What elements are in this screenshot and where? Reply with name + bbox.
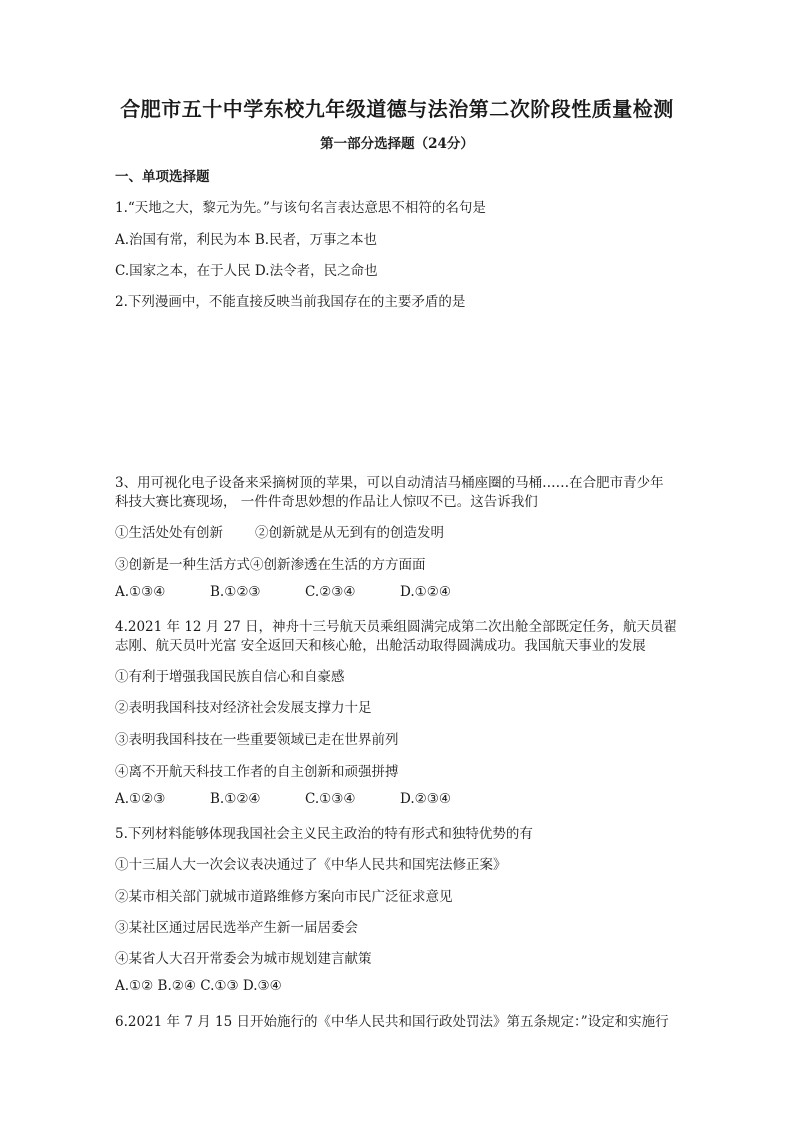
q5-item-4: ④某省人大召开常委会为城市规划建言献策 — [115, 951, 372, 967]
q4-stem-line1: 4.2021 年 12 月 27 日，神舟十三号航天员乘组圆满完成第二次出舱全部既定任务，航天员翟 — [115, 619, 678, 635]
q3-item-1: ①生活处处有创新 — [115, 525, 223, 541]
q4-item-2: ②表明我国科技对经济社会发展支撑力十足 — [115, 700, 372, 716]
q3-item-row1 — [115, 521, 444, 541]
q3-options — [115, 584, 451, 600]
q4-item-1: ①有利于增强我国民族自信心和自豪感 — [115, 669, 345, 685]
q4-options — [115, 791, 451, 807]
q1-stem: 1.“天地之大，黎元为先。”与该句名言表达意思不相符的名句是 — [115, 200, 486, 216]
q2-stem: 2.下列漫画中，不能直接反映当前我国存在的主要矛盾的是 — [115, 294, 466, 310]
q1-options-row1: A.治国有常，利民为本 B.民者，万事之本也 — [115, 232, 378, 248]
q4-option-d: D.②③④ — [400, 791, 451, 807]
q3-option-a: A.①③④ — [115, 584, 166, 600]
q3-stem-line1: 3、用可视化电子设备来采摘树顶的苹果，可以自动清洁马桶座圈的马桶……在合肥市青少年 — [115, 475, 664, 491]
q4-item-4: ④离不开航天科技工作者的自主创新和顽强拼搏 — [115, 764, 399, 780]
q5-item-3: ③某社区通过居民选举产生新一届居委会 — [115, 920, 358, 936]
q3-option-b: B.①②③ — [210, 584, 261, 600]
cartoon-image-area — [115, 325, 675, 460]
q4-option-a: A.①②③ — [115, 791, 166, 807]
q3-stem-line2: 科技大赛比赛现场， 一件件奇思妙想的作品让人惊叹不已。这告诉我们 — [115, 494, 538, 510]
q5-item-2: ②某市相关部门就城市道路维修方案向市民广泛征求意见 — [115, 889, 453, 905]
q4-option-b: B.①②④ — [210, 791, 261, 807]
q4-stem-line2: 志刚、航天员叶光富 安全返回天和核心舱，出舱活动取得圆满成功。我国航天事业的发展 — [115, 638, 646, 654]
q6-stem-line1: 6.2021 年 7 月 15 日开始施行的《中华人民共和国行政处罚法》第五条规定：”设定和实施行 — [115, 1014, 669, 1030]
q4-item-3: ③表明我国科技在一些重要领域已走在世界前列 — [115, 732, 399, 748]
q5-item-1: ①十三届人大一次会议表决通过了《中华人民共和国宪法修正案》 — [115, 857, 507, 873]
q4-option-c: C.①③④ — [305, 791, 356, 807]
q1-options-row2: C.国家之本，在于人民 D.法令者，民之命也 — [115, 263, 378, 279]
q3-option-d: D.①②④ — [400, 584, 451, 600]
q3-item-2: ②创新就是从无到有的创造发明 — [255, 525, 444, 541]
section-heading: 一、单项选择题 — [115, 169, 210, 185]
q3-item-row2: ③创新是一种生活方式④创新渗透在生活的方方面面 — [115, 557, 426, 573]
q5-stem: 5.下列材料能够体现我国社会主义民主政治的特有形式和独特优势的有 — [115, 826, 533, 842]
page-title: 合肥市五十中学东校九年级道德与法治第二次阶段性质量检测 — [120, 97, 674, 121]
q5-options: A.①② B.②④ C.①③ D.③④ — [115, 978, 282, 994]
part-subtitle: 第一部分选择题（24分） — [320, 136, 474, 152]
q3-option-c: C.②③④ — [305, 584, 356, 600]
